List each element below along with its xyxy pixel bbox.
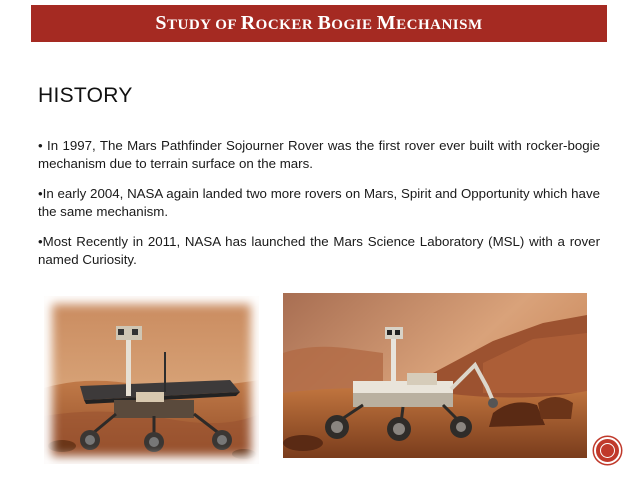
- title-bar: [31, 5, 607, 42]
- title-cap-5: M: [376, 12, 397, 34]
- bullet-item: •In early 2004, NASA again landed two more rovers on Mars, Spirit and Opportunity which have the same mechanism.: [38, 186, 600, 219]
- title-cap-3: R: [240, 12, 256, 34]
- circle-icon: [600, 443, 615, 458]
- mars-rover-curiosity-photo: [283, 293, 587, 458]
- title-rest-2: OF: [215, 17, 241, 33]
- title-rest-3: OCKER: [255, 17, 318, 33]
- bullet-list: [38, 137, 600, 281]
- next-slide-button[interactable]: [594, 437, 621, 464]
- title-cap-4: B: [317, 12, 332, 34]
- mars-rover-spirit-photo: [44, 296, 259, 464]
- title-cap-1: S: [155, 12, 167, 34]
- title-rest-5: ECHANISM: [396, 17, 483, 33]
- title-rest-4: OGIE: [331, 17, 377, 33]
- title-rest-1: TUDY: [166, 17, 216, 33]
- rover-curiosity-illustration: [283, 293, 587, 458]
- slide-title: [155, 12, 482, 35]
- rover-spirit-illustration: [44, 296, 259, 464]
- bullet-item: • In 1997, The Mars Pathfinder Sojourner Rover was the first rover ever built with rocker-bogie mechanism due to terrain surface on the mars.: [38, 138, 600, 171]
- section-heading: HISTORY: [38, 84, 133, 107]
- bullet-item: •Most Recently in 2011, NASA has launched the Mars Science Laboratory (MSL) with a rover named Curiosity.: [38, 234, 600, 267]
